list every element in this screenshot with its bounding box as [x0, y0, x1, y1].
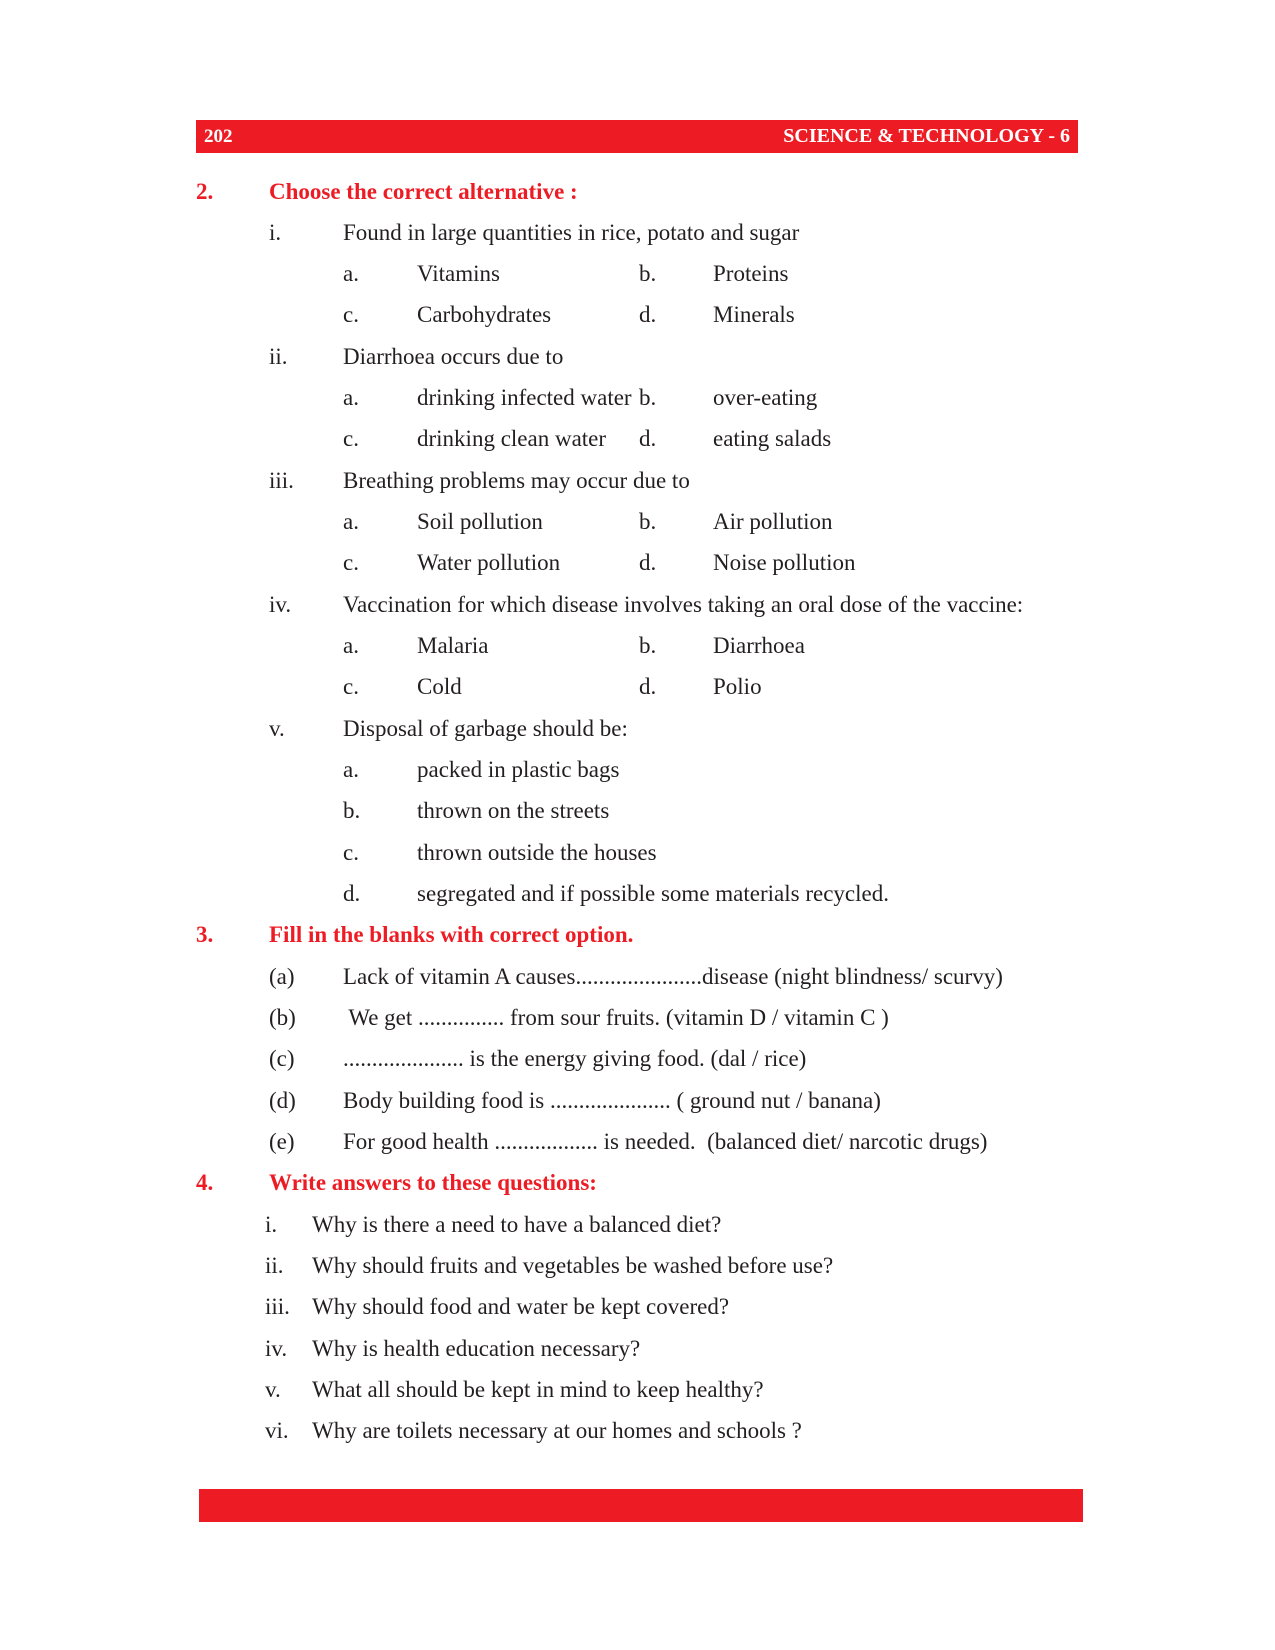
item-label: (a)	[269, 964, 295, 989]
question-item	[0, 1208, 1275, 1242]
option-letter: b.	[639, 261, 657, 286]
question-item	[0, 712, 1275, 746]
option-text: Noise pollution	[713, 550, 856, 575]
section-3-heading	[0, 918, 1275, 952]
option-row	[0, 546, 1275, 580]
option-text: Polio	[713, 674, 762, 699]
option-text: eating salads	[713, 426, 832, 451]
option-letter: c.	[343, 426, 359, 451]
book-title: SCIENCE & TECHNOLOGY - 6	[783, 125, 1070, 147]
section-number: 3.	[196, 922, 214, 947]
question-item	[0, 588, 1275, 622]
question-text: Vaccination for which disease involves taking an oral dose of the vaccine:	[343, 592, 1024, 617]
page-footer-bar	[199, 1489, 1083, 1522]
option-text: Malaria	[417, 633, 489, 658]
option-text: packed in plastic bags	[417, 757, 620, 782]
option-text: Carbohydrates	[417, 302, 552, 327]
option-letter: d.	[639, 302, 657, 327]
question-item	[0, 216, 1275, 250]
item-label: (e)	[269, 1129, 295, 1154]
option-row	[0, 836, 1275, 870]
question-item	[0, 340, 1275, 374]
question-number: v.	[265, 1377, 281, 1402]
option-letter: c.	[343, 840, 359, 865]
option-row	[0, 670, 1275, 704]
section-4-heading	[0, 1166, 1275, 1200]
question-text: Why is health education necessary?	[312, 1336, 641, 1361]
option-letter: b.	[639, 509, 657, 534]
question-number: iv.	[265, 1336, 288, 1361]
option-letter: b.	[639, 633, 657, 658]
option-row	[0, 794, 1275, 828]
option-text: Proteins	[713, 261, 789, 286]
option-text: Water pollution	[417, 550, 561, 575]
item-text: ..................... is the energy giving food. (dal / rice)	[343, 1046, 807, 1071]
option-text: Air pollution	[713, 509, 833, 534]
section-title: Choose the correct alternative :	[269, 179, 578, 204]
fill-blank-item	[0, 1084, 1275, 1118]
question-item	[0, 464, 1275, 498]
page-number: 202	[204, 126, 233, 147]
question-number: i.	[265, 1212, 278, 1237]
option-letter: c.	[343, 302, 359, 327]
item-label: (b)	[269, 1005, 296, 1030]
option-row	[0, 877, 1275, 911]
option-row	[0, 505, 1275, 539]
item-text: For good health .................. is needed. (balanced diet/ narcotic drugs)	[343, 1129, 988, 1154]
page-header-bar	[196, 120, 1078, 153]
question-number: v.	[269, 716, 285, 741]
option-text: Soil pollution	[417, 509, 543, 534]
question-text: Disposal of garbage should be:	[343, 716, 628, 741]
option-text: Diarrhoea	[713, 633, 805, 658]
section-number: 4.	[196, 1170, 214, 1195]
question-text: Found in large quantities in rice, potato and sugar	[343, 220, 800, 245]
option-text: Minerals	[713, 302, 795, 327]
option-letter: a.	[343, 633, 359, 658]
option-letter: b.	[343, 798, 361, 823]
question-number: vi.	[265, 1418, 289, 1443]
option-text: segregated and if possible some materials recycled.	[417, 881, 889, 906]
option-letter: d.	[639, 426, 657, 451]
question-item	[0, 1290, 1275, 1324]
item-label: (c)	[269, 1046, 295, 1071]
question-number: iii.	[265, 1294, 290, 1319]
option-row	[0, 753, 1275, 787]
option-row	[0, 629, 1275, 663]
option-letter: a.	[343, 261, 359, 286]
question-text: Why should fruits and vegetables be washed before use?	[312, 1253, 834, 1278]
option-text: Vitamins	[417, 261, 500, 286]
question-text: Diarrhoea occurs due to	[343, 344, 564, 369]
section-2-heading	[0, 175, 1275, 209]
option-letter: c.	[343, 550, 359, 575]
question-item	[0, 1332, 1275, 1366]
section-number: 2.	[196, 179, 214, 204]
option-letter: a.	[343, 509, 359, 534]
option-row	[0, 422, 1275, 456]
option-row	[0, 257, 1275, 291]
option-letter: b.	[639, 385, 657, 410]
option-letter: d.	[343, 881, 361, 906]
question-number: iv.	[269, 592, 292, 617]
question-text: Why should food and water be kept covered?	[312, 1294, 730, 1319]
option-row	[0, 381, 1275, 415]
item-text: Lack of vitamin A causes......................disease (night blindness/ scurvy)	[343, 964, 1003, 989]
question-number: iii.	[269, 468, 294, 493]
item-text: Body building food is ..................... ( ground nut / banana)	[343, 1088, 881, 1113]
option-text: Cold	[417, 674, 462, 699]
fill-blank-item	[0, 1001, 1275, 1035]
section-title: Fill in the blanks with correct option.	[269, 922, 634, 947]
question-item	[0, 1249, 1275, 1283]
option-text: thrown outside the houses	[417, 840, 657, 865]
option-letter: a.	[343, 385, 359, 410]
option-text: drinking clean water	[417, 426, 607, 451]
question-item	[0, 1414, 1275, 1448]
question-text: What all should be kept in mind to keep healthy?	[312, 1377, 764, 1402]
question-number: i.	[269, 220, 282, 245]
question-text: Why is there a need to have a balanced diet?	[312, 1212, 722, 1237]
fill-blank-item	[0, 960, 1275, 994]
option-text: drinking infected water	[417, 385, 632, 410]
option-text: over-eating	[713, 385, 818, 410]
fill-blank-item	[0, 1125, 1275, 1159]
option-letter: a.	[343, 757, 359, 782]
item-text: We get ............... from sour fruits. (vitamin D / vitamin C )	[343, 1005, 889, 1030]
question-item	[0, 1373, 1275, 1407]
question-text: Breathing problems may occur due to	[343, 468, 690, 493]
option-letter: c.	[343, 674, 359, 699]
question-number: ii.	[265, 1253, 284, 1278]
item-label: (d)	[269, 1088, 296, 1113]
option-letter: d.	[639, 674, 657, 699]
option-letter: d.	[639, 550, 657, 575]
option-row	[0, 298, 1275, 332]
question-text: Why are toilets necessary at our homes and schools ?	[312, 1418, 802, 1443]
question-number: ii.	[269, 344, 288, 369]
option-text: thrown on the streets	[417, 798, 610, 823]
section-title: Write answers to these questions:	[269, 1170, 597, 1195]
fill-blank-item	[0, 1042, 1275, 1076]
